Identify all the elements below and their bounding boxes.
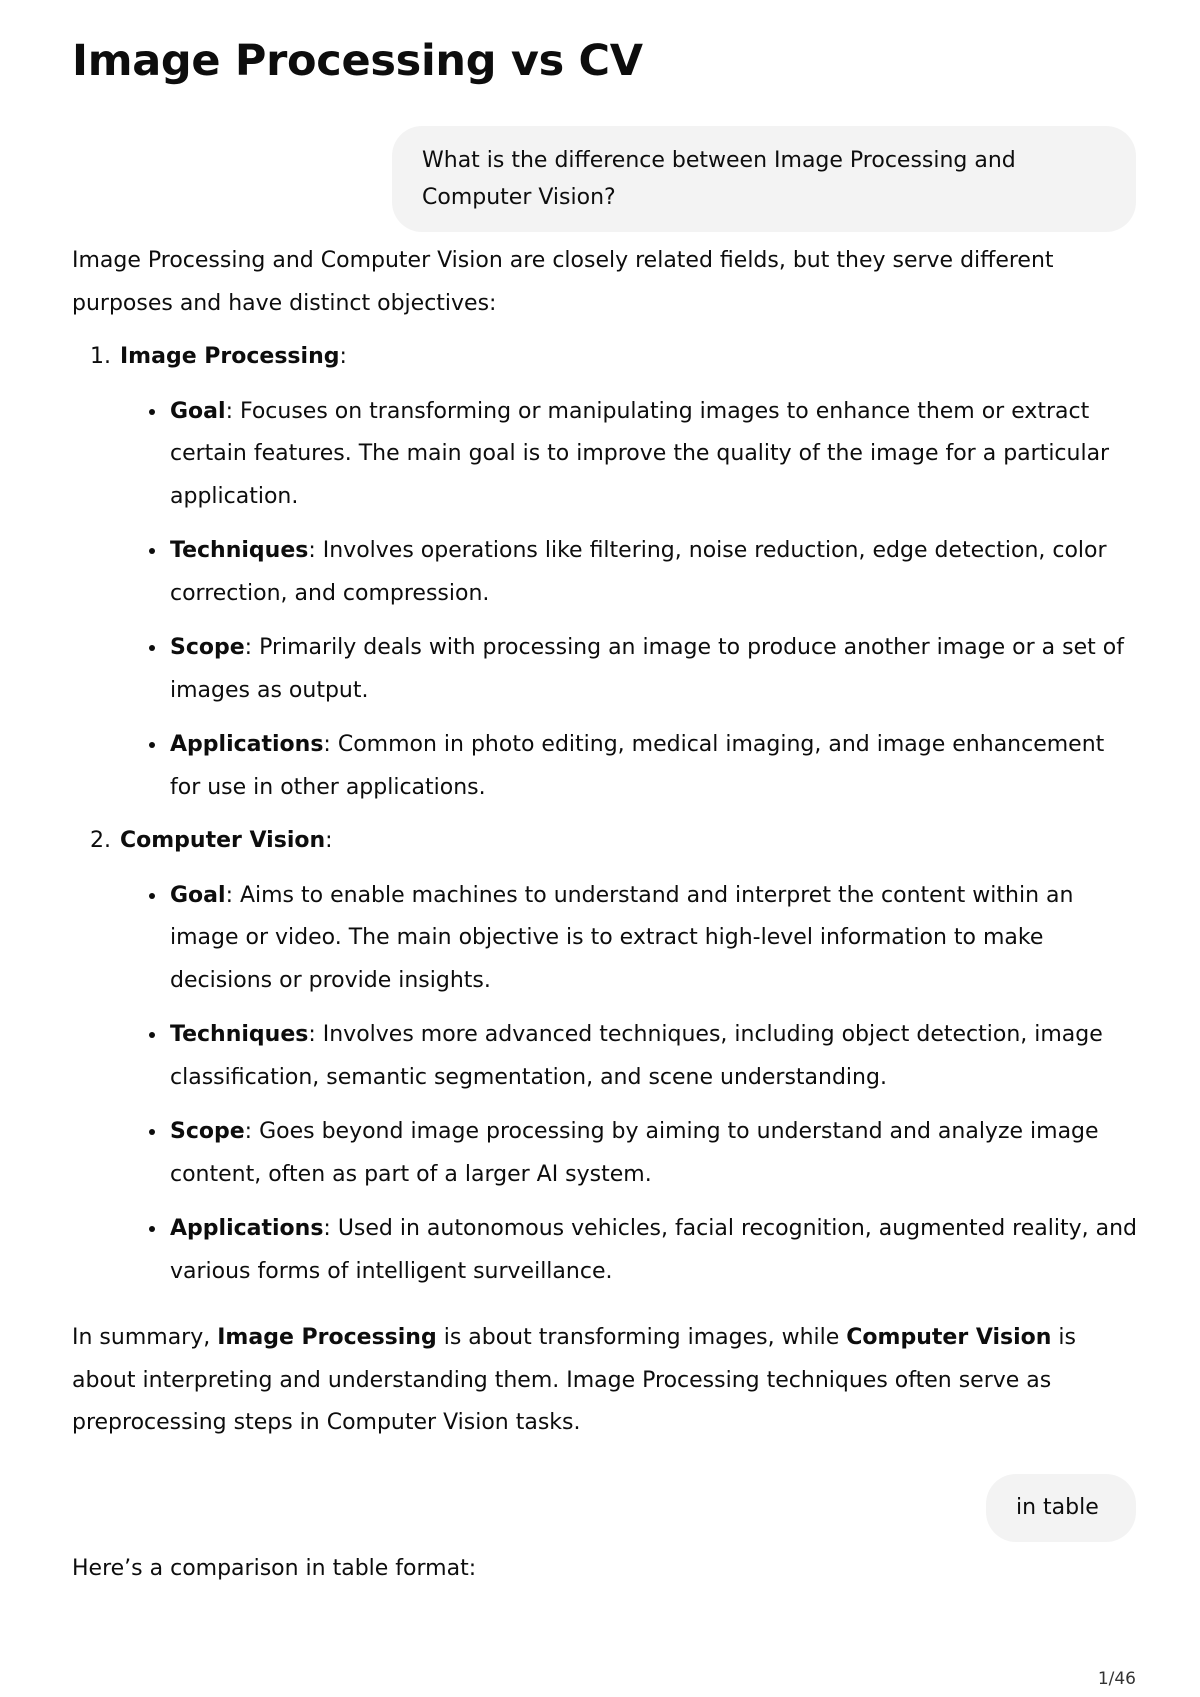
item-text: : Goes beyond image processing by aiming to understand and analyze image content, often as part of a larger AI system. [170,1119,1099,1187]
item-label: Applications [170,1216,324,1241]
item-text: : Common in photo editing, medical imaging, and image enhancement for use in other applications. [170,732,1105,800]
comparison-list [72,336,1140,1293]
item-label: Techniques [170,1022,309,1047]
item-text: : Used in autonomous vehicles, facial recognition, augmented reality, and various forms of intelligent surveillance. [170,1216,1138,1284]
item-label: Goal [170,882,226,908]
section-details [120,875,1140,1294]
list-item [168,627,1140,712]
item-label: Applications [170,732,324,757]
item-text: : Focuses on transforming or manipulating images to enhance them or extract certain features. The main goal is to improve the quality of the image for a particular application. [170,398,1110,509]
followup-answer: Here’s a comparison in table format: [72,1556,477,1581]
list-item [168,1014,1140,1099]
user-followup-bubble: in table [986,1474,1136,1542]
item-label: Scope [170,1119,245,1144]
answer-intro: Image Processing and Computer Vision are closely related fields, but they serve different purposes and have distinct objectives: [72,248,1054,316]
page-number: 1/46 [1097,1669,1136,1689]
list-item [168,875,1140,1003]
list-item [168,1111,1140,1196]
item-text: : Primarily deals with processing an image to produce another image or a set of images as output. [170,635,1124,703]
assistant-response [72,240,1140,1445]
list-item [168,724,1140,809]
section-details [120,391,1140,810]
user-message-bubble: What is the difference between Image Processing and Computer Vision? [392,126,1136,232]
list-item [168,1208,1140,1293]
answer-summary: In summary, Image Processing is about transforming images, while Computer Vision is about interpreting and understanding them. Image Processing techniques often serve as preprocessing steps in Computer Vision tasks. [72,1325,1076,1435]
item-text: : Involves operations like filtering, noise reduction, edge detection, color correction, and compression. [170,538,1107,606]
item-label: Goal [170,398,226,424]
list-item [168,530,1140,615]
item-label: Techniques [170,538,309,563]
item-label: Scope [170,635,245,660]
list-item [168,391,1140,519]
section-heading: Image Processing [120,344,340,369]
section-heading: Computer Vision [120,828,326,853]
section-image-processing: 1. Image Processing: • Goal: Focuses on transforming or manipulating images to enhance them or extract certain features. The main goal is to improve the quality of the image for a particular application. • Techniques: Involves operations like filtering, noise reduction, edge detection, color correction, and compression. • Scope: Primarily deals with processing an image to produce another image or a set of images as output. • Applications: Common in photo editing, medical imaging, and image enhancement for use in other applications. [118,336,1140,809]
section-computer-vision: 2. Computer Vision: • Goal: Aims to enable machines to understand and interpret the content within an image or video. The main objective is to extract high-level information to make decisions or provide insights. • Techniques: Involves more advanced techniques, including object detection, image classification, semantic segmentation, and scene understanding. • Scope: Goes beyond image processing by aiming to understand and analyze image content, often as part of a larger AI system. • Applications: Used in autonomous vehicles, facial recognition, augmented reality, and various forms of intelligent surveillance. [118,820,1140,1293]
item-text: : Involves more advanced techniques, including object detection, image classification, semantic segmentation, and scene understanding. [170,1022,1103,1090]
page-title: Image Processing vs CV [72,36,643,86]
item-text: : Aims to enable machines to understand and interpret the content within an image or video. The main objective is to extract high-level information to make decisions or provide insights. [170,882,1074,993]
